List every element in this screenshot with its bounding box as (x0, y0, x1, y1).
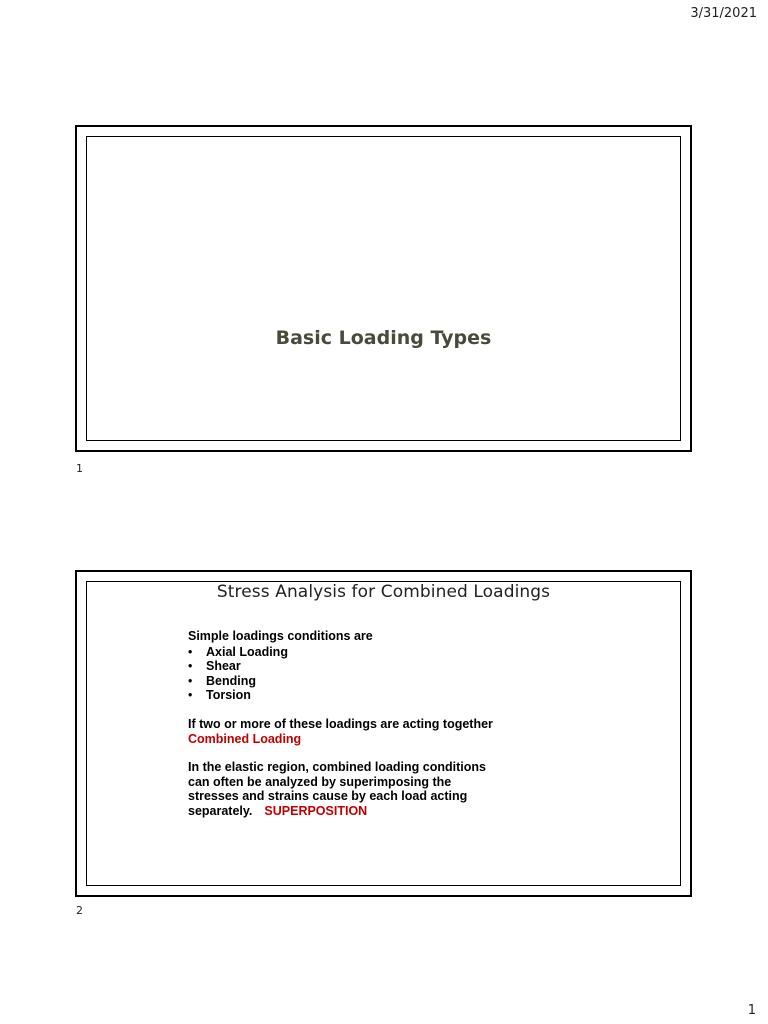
list-item-text: Shear (206, 659, 241, 674)
loading-list (188, 645, 528, 703)
slide-2-number: 2 (76, 904, 83, 917)
combined-intro-text: If two or more of these loadings are acting together (188, 716, 493, 731)
bullet-icon: • (188, 673, 193, 688)
elastic-line-1: In the elastic region, combined loading conditions (188, 760, 486, 775)
slide-1-title: Basic Loading Types (275, 327, 492, 349)
list-item (188, 645, 528, 660)
intro-text: Simple loadings conditions are (188, 629, 373, 643)
list-item (188, 659, 528, 674)
elastic-line-3: stresses and strains cause by each load acting (188, 789, 468, 804)
elastic-line-4 (188, 804, 528, 819)
superposition-term: SUPERPOSITION (264, 803, 368, 818)
list-item-text: Bending (206, 673, 256, 688)
slide-1-inner-frame (86, 136, 681, 441)
slide-2-title: Stress Analysis for Combined Loadings (216, 582, 551, 602)
list-item (188, 688, 528, 703)
page-number: 1 (747, 1003, 756, 1018)
combined-loading-term: Combined Loading (188, 731, 302, 746)
slide-1-thumbnail (75, 125, 692, 452)
list-item (188, 674, 528, 689)
separately-text: separately. (188, 803, 253, 818)
slide-2-thumbnail (75, 570, 692, 897)
list-item-text: Torsion (206, 688, 251, 703)
slide-2-body (188, 629, 528, 819)
bullet-icon: • (188, 659, 193, 674)
bullet-icon: • (188, 644, 193, 659)
page-date: 3/31/2021 (690, 6, 757, 21)
list-item-text: Axial Loading (206, 644, 288, 659)
elastic-line-2: can often be analyzed by superimposing the (188, 774, 452, 789)
bullet-icon: • (188, 688, 193, 703)
slide-1-number: 1 (76, 462, 83, 475)
